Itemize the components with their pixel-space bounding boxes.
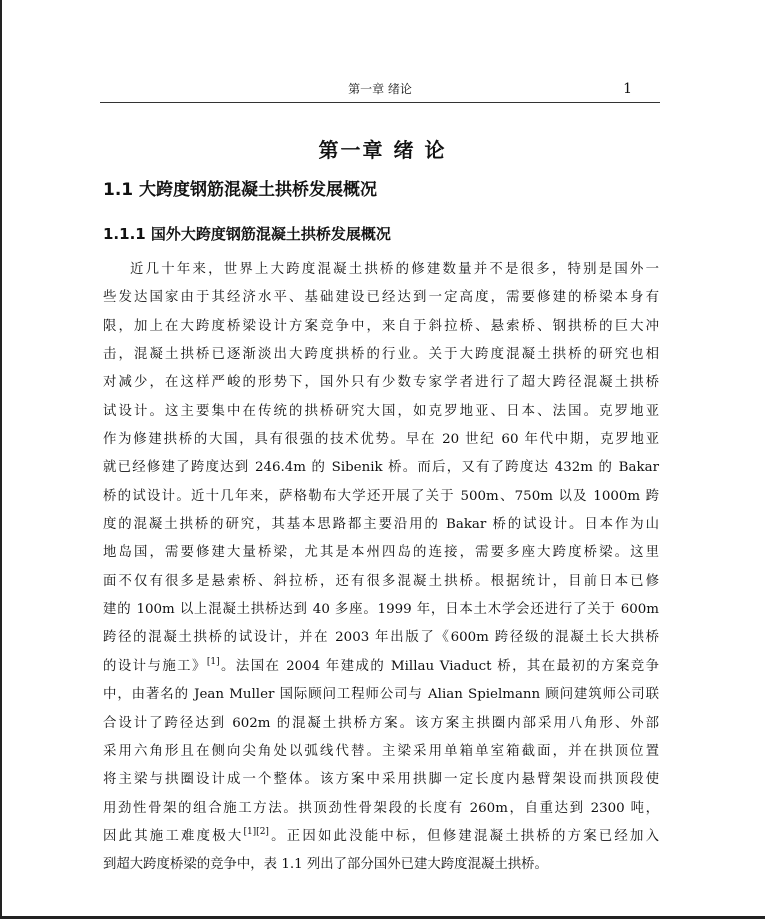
paragraph-line <box>103 766 659 794</box>
citation-marker: [1][2] <box>243 826 269 837</box>
line-text: 作为修建拱桥的大国，具有很强的技术优势。早在 20 世纪 60 年代中期，克罗地亚 <box>103 432 659 448</box>
body-paragraph <box>103 256 659 880</box>
citation-marker: [1] <box>206 656 220 667</box>
line-text: 到超大跨度桥梁的竞争中，表 1.1 列出了部分国外已建大跨度混凝土拱桥。 <box>103 857 548 873</box>
line-text: 近几十年来，世界上大跨度混凝土拱桥的修建数量并不是很多，特别是国外一 <box>130 262 659 277</box>
paragraph-line <box>103 369 659 397</box>
line-text: 将主梁与拱圈设计成一个整体。该方案中采用拱脚一定长度内悬臂架设而拱顶段使 <box>103 772 659 788</box>
page-number: 1 <box>623 81 632 97</box>
paragraph-line <box>103 568 659 596</box>
paragraph-line <box>103 710 659 738</box>
paragraph-line <box>103 398 659 426</box>
line-text: 采用六角形且在侧向尖角处以弧线代替。主梁采用单箱单室箱截面，并在拱顶位置 <box>103 743 659 759</box>
line-text: 跨径的混凝土拱桥的试设计，并在 2003 年出版了《600m 跨径级的混凝土长大拱桥 <box>103 630 659 646</box>
paragraph-line <box>103 624 659 652</box>
paragraph-line <box>103 738 659 766</box>
running-header <box>100 80 660 103</box>
line-text: 合设计了跨径达到 602m 的混凝土拱桥方案。该方案主拱圈内部采用八角形、外部 <box>103 715 659 731</box>
paragraph-line <box>103 284 659 312</box>
paragraph-line <box>103 653 659 681</box>
line-text: 度的混凝土拱桥的研究，其基本思路都主要沿用的 Bakar 桥的试设计。日本作为山 <box>103 517 659 533</box>
line-text-continued: 。法国在 2004 年建成的 Millau Viaduct 桥，其在最初的方案竞争 <box>219 658 660 674</box>
paragraph-line <box>103 823 659 851</box>
paragraph-line <box>103 313 659 341</box>
line-text: 地岛国，需要修建大量桥梁，尤其是本州四岛的连接，需要多座大跨度桥梁。这里 <box>103 545 659 561</box>
line-text: 用劲性骨架的组合施工方法。拱顶劲性骨架段的长度有 260m，自重达到 2300 吨， <box>103 800 659 816</box>
paragraph-line <box>103 539 659 567</box>
paragraph-line <box>103 681 659 709</box>
line-text: 就已经修建了跨度达到 246.4m 的 Sibenik 桥。而后，又有了跨度达 432m 的 Bakar <box>103 460 659 476</box>
paragraph-line <box>103 483 659 511</box>
line-text-continued: 。正因如此没能中标，但修建混凝土拱桥的方案已经加入 <box>268 828 660 844</box>
line-text: 试设计。这主要集中在传统的拱桥研究大国，如克罗地亚、日本、法国。克罗地亚 <box>103 403 659 419</box>
line-text: 建的 100m 以上混凝土拱桥达到 40 多座。1999 年，日本土木学会还进行了关于 600m <box>103 602 659 618</box>
section-title: 1.1 大跨度钢筋混凝土拱桥发展概况 <box>103 180 378 200</box>
line-text: 击，混凝土拱桥已逐渐淡出大跨度拱桥的行业。关于大跨度混凝土拱桥的研究也相 <box>103 347 659 363</box>
paragraph-line <box>103 511 659 539</box>
line-text: 中，由著名的 Jean Muller 国际顾问工程师公司与 Alian Spielmann 顾问建筑师公司联 <box>103 687 659 703</box>
paragraph-line <box>103 795 659 823</box>
paragraph-line <box>103 256 659 284</box>
subsection-title: 1.1.1 国外大跨度钢筋混凝土拱桥发展概况 <box>103 225 391 243</box>
paragraph-line <box>103 454 659 482</box>
running-title: 第一章 绪论 <box>348 82 412 96</box>
line-text: 的设计与施工》 <box>103 658 207 674</box>
line-text: 限，加上在大跨度桥梁设计方案竞争中，来自于斜拉桥、悬索桥、钢拱桥的巨大冲 <box>103 318 659 334</box>
paragraph-line <box>103 596 659 624</box>
paragraph-line <box>103 426 659 454</box>
paragraph-line <box>103 851 659 879</box>
line-text: 桥的试设计。近十几年来，萨格勒布大学还开展了关于 500m、750m 以及 1000m 跨 <box>103 488 659 504</box>
line-text: 面不仅有很多是悬索桥、斜拉桥，还有很多混凝土拱桥。根据统计，目前日本已修 <box>103 573 659 589</box>
line-text: 些发达国家由于其经济水平、基础建设已经达到一定高度，需要修建的桥梁本身有 <box>103 290 659 306</box>
line-text: 因此其施工难度极大 <box>103 828 244 844</box>
paragraph-line <box>103 341 659 369</box>
line-text: 对减少，在这样严峻的形势下，国外只有少数专家学者进行了超大跨径混凝土拱桥 <box>103 375 659 391</box>
chapter-title: 第一章 绪 论 <box>318 138 447 162</box>
